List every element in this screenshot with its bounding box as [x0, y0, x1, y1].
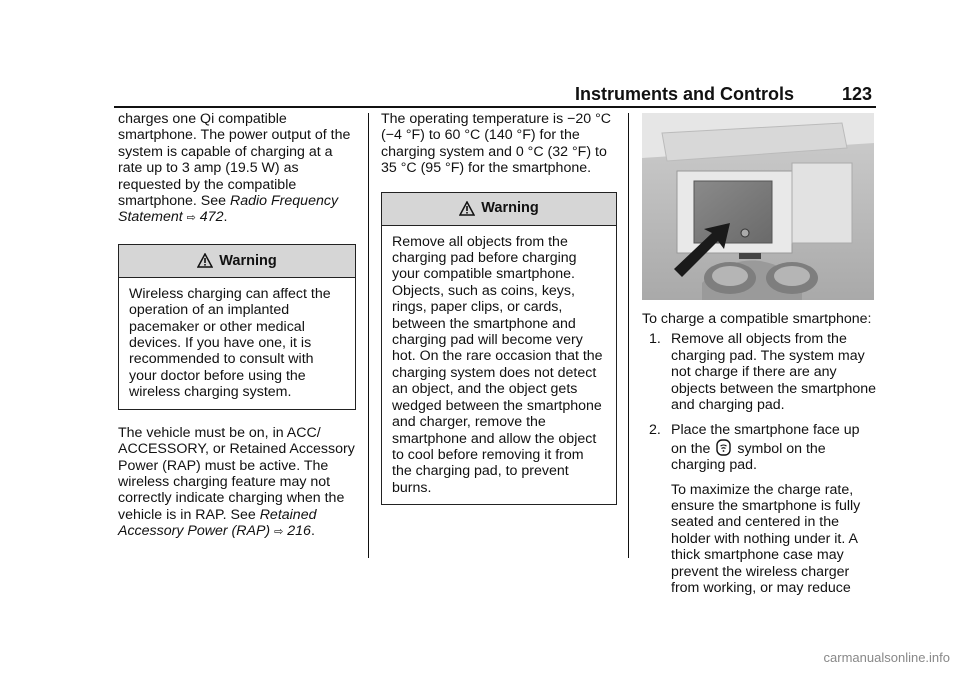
column-3: [642, 311, 878, 606]
page-ref-472[interactable]: 472: [199, 209, 224, 226]
warning-box-pacemaker: [118, 244, 356, 410]
warning-header: [119, 245, 355, 278]
warning-triangle-icon: [197, 253, 213, 268]
header-rule: [114, 106, 876, 108]
list-item: 1. Remove all objects from the charging pad. The system may not charge if there are any objects between the smartphone and charging pad.: [649, 331, 877, 414]
charging-steps: [642, 331, 878, 596]
paragraph-qi-output: charges one Qi compatible smartphone. The power output of the system is capable of charging at a rate up to 3 amp (19.5 W) as requested by the compatible smartphone. See Radio Frequency Statement ⇨ 472.: [118, 111, 351, 226]
column-divider-1: [368, 113, 369, 558]
footer-watermark: carmanualsonline.info: [823, 650, 950, 665]
steps-intro: To charge a compatible smartphone:: [642, 311, 872, 327]
step-2-note: To maximize the charge rate, ensure the smartphone is fully seated and centered in the holder with nothing under it. A thick smartphone case may prevent the wireless charger from working, or may reduce: [671, 481, 861, 597]
warning-box-objects: [381, 192, 617, 506]
list-item: 2. Place the smartphone face up on the symbol on the charging pad. To maximize the charge rate, ensure the smartphone is fully seated and centered in the holder with nothing under it. A thick smartphone case may prevent the wireless charger from working, or may reduce: [642, 422, 878, 596]
link-radio-frequency-statement[interactable]: Radio Frequency Statement: [118, 193, 339, 226]
page-ref-arrow-icon: ⇨: [186, 212, 196, 225]
wireless-charging-symbol-icon: [716, 439, 731, 456]
warning-header: [382, 193, 616, 226]
column-divider-2: [628, 113, 629, 558]
column-2: [381, 111, 617, 520]
warning-title: Warning: [219, 252, 277, 269]
charging-pad-photo: [642, 113, 874, 300]
paragraph-vehicle-power: The vehicle must be on, in ACC/ ACCESSORY, or Retained Accessory Power (RAP) must be active. The wireless charging feature may not correctly indicate charging when the vehicle is in RAP. See Retained Accessory Power (RAP) ⇨ 216.: [118, 424, 355, 540]
paragraph-operating-temperature: The operating temperature is −20 °C (−4 °F) to 60 °C (140 °F) for the charging system and 0 °C (32 °F) to 35 °C (95 °F) for the smartphone.: [381, 111, 612, 177]
warning-text: Remove all objects from the charging pad before charging your compatible smartphone. Objects, such as coins, keys, rings, paper clips, or cards, between the smartphone and charging pad will become very hot. On the rare occasion that the charging system does not detect an object, and the object gets wedged between the smartphone and charger, remove the smartphone and allow the object to cool before removing it from the charging pad, to prevent burns.: [392, 233, 603, 496]
warning-triangle-icon: [459, 201, 475, 216]
page-ref-216[interactable]: 216: [287, 523, 311, 540]
section-title: Instruments and Controls: [575, 84, 795, 104]
page-ref-arrow-icon: ⇨: [274, 526, 284, 539]
warning-title: Warning: [481, 200, 539, 217]
column-1: [118, 111, 356, 541]
page-number: 123: [842, 84, 873, 104]
warning-text: Wireless charging can affect the operation of an implanted pacemaker or other medical devices. If you have one, it is recommended to consult with your doctor before using the wireless charging system.: [129, 285, 331, 401]
link-retained-accessory-power[interactable]: Retained Accessory Power (RAP): [118, 506, 317, 540]
